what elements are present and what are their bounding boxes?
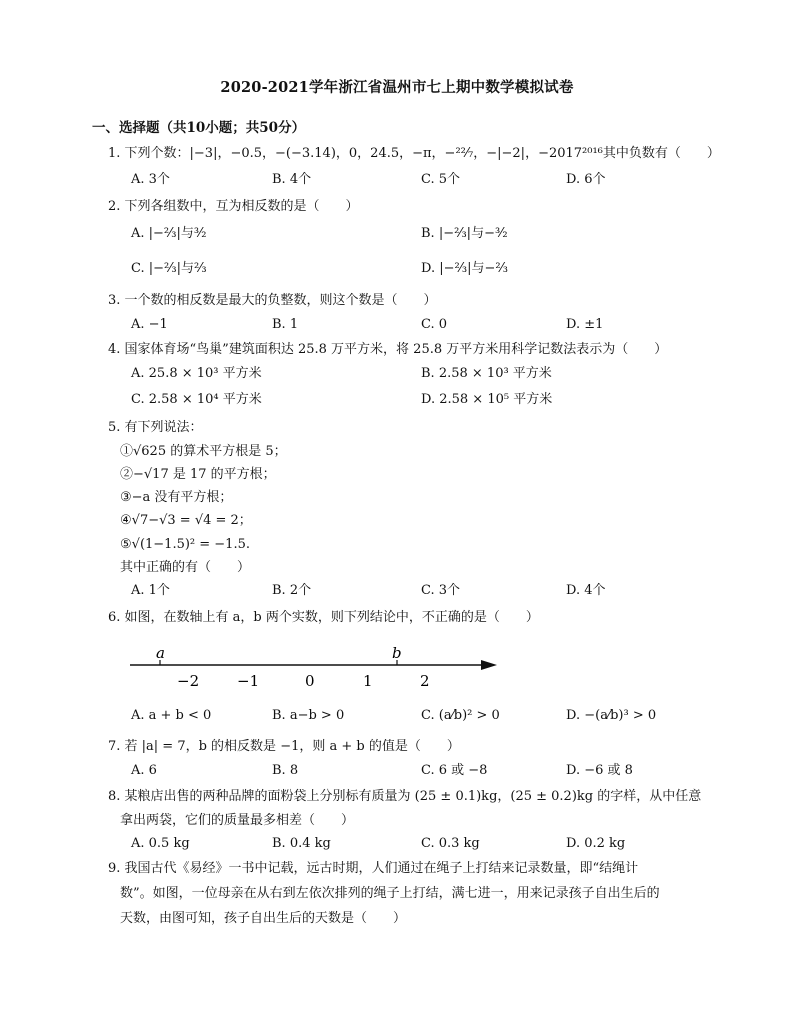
q3-option-d[interactable]: D. ±1 — [566, 317, 604, 332]
q5-stem: 5. 有下列说法： — [108, 420, 203, 435]
q7-stem: 7. 若 |a| = 7，b 的相反数是 −1，则 a + b 的值是（ ） — [108, 739, 460, 754]
number-line-arrow-icon — [481, 660, 497, 670]
q4-stem: 4. 国家体育场“鸟巢”建筑面积达 25.8 万平方米，将 25.8 万平方米用科学记数法表示为（ ） — [108, 342, 668, 357]
point-b-label: b — [392, 644, 402, 662]
q5-statement-4: ④√7−√3 = √4 = 2； — [120, 513, 252, 528]
q9-stem-line-1: 9. 我国古代《易经》一书中记载，远古时期，人们通过在绳子上打结来记录数量，即“结绳计 — [108, 861, 639, 876]
point-a-label: a — [156, 644, 165, 662]
q5-statement-3: ③−a 没有平方根； — [120, 490, 233, 505]
q5-option-c[interactable]: C. 3个 — [421, 583, 461, 598]
q6-stem: 6. 如图，在数轴上有 a，b 两个实数，则下列结论中，不正确的是（ ） — [108, 610, 539, 625]
q2-option-c[interactable]: C. |−²⁄₃|与²⁄₃ — [131, 261, 207, 276]
q6-option-a[interactable]: A. a + b < 0 — [131, 708, 212, 723]
q2-option-b[interactable]: B. |−²⁄₃|与−³⁄₂ — [421, 226, 508, 241]
q1-option-a[interactable]: A. 3个 — [131, 172, 170, 187]
q8-option-c[interactable]: C. 0.3 kg — [421, 836, 480, 851]
q5-option-a[interactable]: A. 1个 — [131, 583, 170, 598]
q3-option-c[interactable]: C. 0 — [421, 317, 448, 332]
q7-option-d[interactable]: D. −6 或 8 — [566, 763, 633, 778]
tick-label-1: 1 — [363, 672, 373, 690]
q8-option-d[interactable]: D. 0.2 kg — [566, 836, 626, 851]
tick-label-0: 0 — [305, 672, 315, 690]
q2-stem: 2. 下列各组数中，互为相反数的是（ ） — [108, 199, 359, 214]
q1-stem: 1. 下列个数：|−3|，−0.5，−(−3.14)，0，24.5，−π，−²²⁄₇，−|−2|，−2017²⁰¹⁶其中负数有（ ） — [108, 146, 720, 161]
q4-option-b[interactable]: B. 2.58 × 10³ 平方米 — [421, 366, 552, 381]
q8-stem-line-2: 拿出两袋，它们的质量最多相差（ ） — [120, 813, 355, 828]
tick-label-2: 2 — [420, 672, 430, 690]
q3-stem: 3. 一个数的相反数是最大的负整数，则这个数是（ ） — [108, 293, 437, 308]
q2-option-a[interactable]: A. |−²⁄₃|与³⁄₂ — [131, 226, 207, 241]
q8-option-b[interactable]: B. 0.4 kg — [272, 836, 331, 851]
number-line-figure — [125, 640, 505, 690]
q7-option-b[interactable]: B. 8 — [272, 763, 299, 778]
q1-option-c[interactable]: C. 5个 — [421, 172, 461, 187]
q5-tail: 其中正确的有（ ） — [120, 560, 251, 575]
q4-option-a[interactable]: A. 25.8 × 10³ 平方米 — [131, 366, 262, 381]
q8-stem-line-1: 8. 某粮店出售的两种品牌的面粉袋上分别标有质量为 (25 ± 0.1)kg，(25 ± 0.2)kg 的字样，从中任意 — [108, 789, 702, 804]
q9-stem-line-2: 数”。如图，一位母亲在从右到左依次排列的绳子上打结，满七进一，用来记录孩子自出生后的 — [120, 886, 660, 901]
page-title: 2020-2021学年浙江省温州市七上期中数学模拟试卷 — [220, 79, 574, 96]
q5-statement-1: ①√625 的算术平方根是 5； — [120, 444, 287, 459]
q3-option-a[interactable]: A. −1 — [131, 317, 168, 332]
q4-option-d[interactable]: D. 2.58 × 10⁵ 平方米 — [421, 392, 553, 407]
q6-option-c[interactable]: C. (a⁄b)² > 0 — [421, 708, 500, 723]
q5-option-b[interactable]: B. 2个 — [272, 583, 312, 598]
q9-stem-line-3: 天数，由图可知，孩子自出生后的天数是（ ） — [120, 911, 407, 926]
section-heading: 一、选择题（共10小题；共50分） — [92, 120, 306, 136]
q5-statement-5: ⑤√(1−1.5)² = −1.5. — [120, 537, 250, 552]
q2-option-d[interactable]: D. |−²⁄₃|与−²⁄₃ — [421, 261, 508, 276]
q5-statement-2: ②−√17 是 17 的平方根； — [120, 467, 276, 482]
q8-option-a[interactable]: A. 0.5 kg — [131, 836, 190, 851]
q3-option-b[interactable]: B. 1 — [272, 317, 299, 332]
q7-option-c[interactable]: C. 6 或 −8 — [421, 763, 488, 778]
tick-label-neg1: −1 — [237, 672, 260, 690]
q4-option-c[interactable]: C. 2.58 × 10⁴ 平方米 — [131, 392, 262, 407]
q6-option-d[interactable]: D. −(a⁄b)³ > 0 — [566, 708, 657, 723]
tick-label-neg2: −2 — [177, 672, 200, 690]
q1-option-d[interactable]: D. 6个 — [566, 172, 606, 187]
q7-option-a[interactable]: A. 6 — [131, 763, 157, 778]
q6-option-b[interactable]: B. a−b > 0 — [272, 708, 345, 723]
q1-option-b[interactable]: B. 4个 — [272, 172, 312, 187]
q5-option-d[interactable]: D. 4个 — [566, 583, 606, 598]
